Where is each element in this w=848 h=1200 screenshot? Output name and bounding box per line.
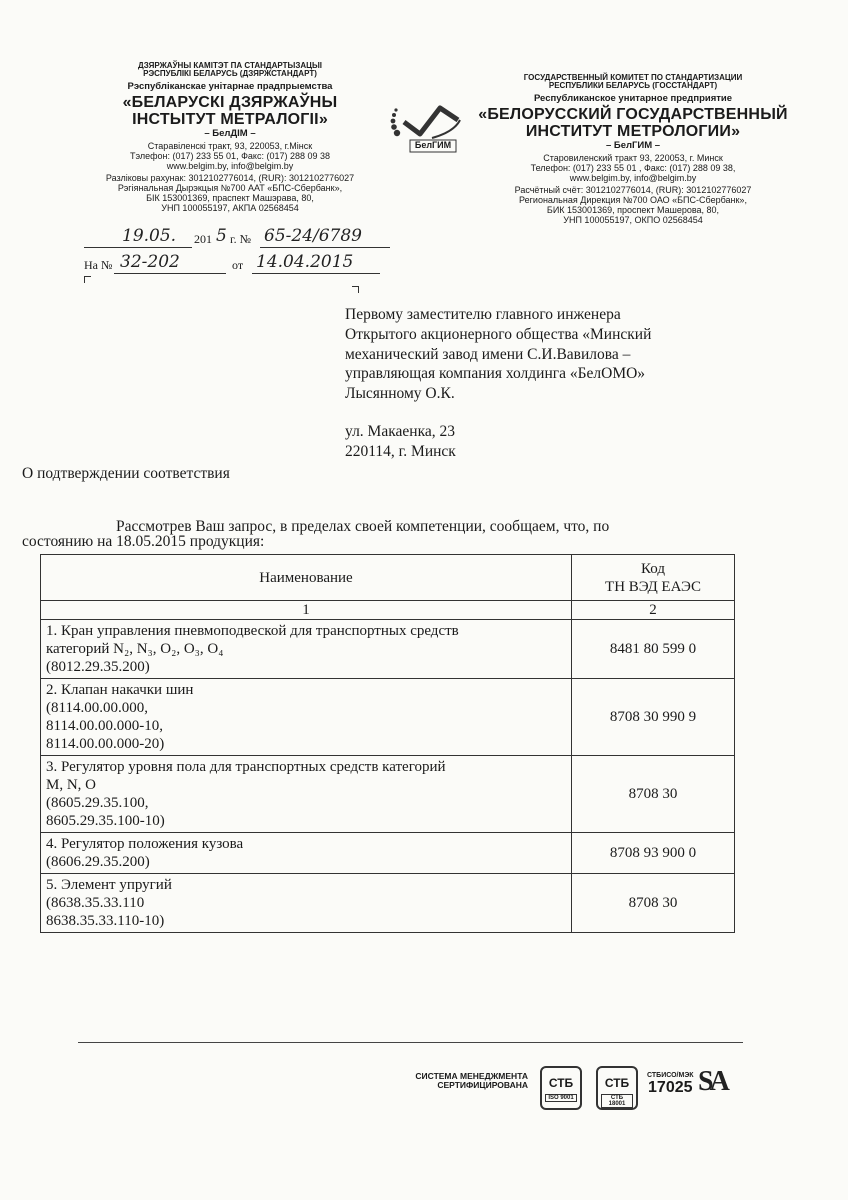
footer-divider [78, 1042, 743, 1043]
badge-caption: ISO 9001 [545, 1094, 577, 1102]
registration-line [84, 228, 394, 250]
product-line: 8638.35.33.110-10) [46, 913, 165, 929]
stb-mark-icon: СТБ [548, 1076, 574, 1090]
outgoing-number: 65-24/6789 [264, 226, 362, 246]
header-code-line1: Код [641, 560, 665, 577]
right-header-line1: ГОСУДАРСТВЕННЫЙ КОМИТЕТ ПО СТАНДАРТИЗАЦИИ [523, 73, 743, 82]
recipient-city: 220114, г. Минск [345, 442, 456, 460]
left-org-abbr: – БелДІМ – [204, 128, 256, 140]
outgoing-date: 19.05. [122, 226, 177, 246]
product-code: 8708 30 [572, 756, 735, 833]
ref-number-label: На № [84, 258, 113, 272]
cert-line-1: СИСТЕМА МЕНЕДЖМЕНТА [415, 1071, 528, 1081]
right-org-name-2: ИНСТИТУТ МЕТРОЛОГИИ» [525, 122, 741, 140]
right-bank-1: Расчётный счёт: 3012102776014, (RUR): 3012102776027 [514, 185, 752, 196]
product-line: 4. Регулятор положения кузова [46, 836, 244, 852]
ref-date-label: от [232, 258, 244, 272]
product-line: 2. Клапан накачки шин [46, 682, 194, 698]
badge-caption: СТБ 18001 [601, 1094, 633, 1108]
left-bank-2: Рэгіянальная Дырэкцыя №700 ААТ «БПС-Сбербанк», [117, 183, 343, 194]
right-address: Старовиленский тракт 93, 220053, г. Минск [543, 153, 723, 164]
table-row [41, 620, 735, 679]
product-table [40, 554, 735, 933]
product-line: (8605.29.35.100, [46, 795, 149, 811]
right-header-line3: Республиканское унитарное предприятие [533, 92, 733, 104]
product-line: 3. Регулятор уровня пола для транспортных средств категорий [46, 759, 446, 775]
header-code [572, 555, 735, 601]
cert-line-2: СЕРТИФИЦИРОВАНА [437, 1080, 528, 1091]
product-name [41, 756, 572, 833]
recipient-block [345, 305, 765, 462]
year-suffix: 5 [216, 226, 227, 246]
left-header-line3: Рэспубліканскае унітарнае прадпрыемства [127, 80, 333, 92]
table-row [41, 679, 735, 756]
right-phone: Телефон: (017) 233 55 01 , Факс: (017) 288 09 38, [530, 163, 736, 174]
logo-text: БелГИМ [414, 140, 452, 150]
table-row [41, 874, 735, 933]
table-row [41, 833, 735, 874]
sa-logo-icon [698, 1066, 738, 1110]
product-line: (8114.00.00.000, [46, 700, 148, 716]
product-line: 8605.29.35.100-10) [46, 813, 165, 829]
product-code: 8708 30 [572, 874, 735, 933]
sa-mark: SA [698, 1066, 726, 1097]
left-org-name-2: ІНСТЫТУТ МЕТРАЛОГІІ» [132, 110, 328, 128]
product-name [41, 620, 572, 679]
left-address: Старавіленскі тракт, 93, 220053, г.Мінск [147, 141, 313, 152]
left-bank-1: Разліковы рахунак: 3012102776014, (RUR): 3012102776027 [105, 173, 355, 184]
product-line: категорий N₂, N₃, O₂, O₃, O₄ [46, 641, 224, 657]
belgim-logo [384, 100, 474, 156]
product-code: 8481 80 599 0 [572, 620, 735, 679]
table-number-row [41, 601, 735, 620]
recipient-line-1: Первому заместителю главного инженера [345, 306, 621, 323]
stb-18001-badge [596, 1066, 638, 1110]
letter-subject: О подтверждении соответствия [22, 465, 230, 482]
product-line: M, N, O [46, 777, 97, 793]
number-label: г. № [230, 232, 252, 246]
corner-mark-left [84, 276, 91, 283]
recipient-street: ул. Макаенка, 23 [345, 423, 455, 441]
iso-9001-badge [540, 1066, 582, 1110]
header-code-line2: ТН ВЭД ЕАЭС [605, 578, 701, 595]
ref-date: 14.04.2015 [256, 252, 354, 272]
product-code: 8708 93 900 0 [572, 833, 735, 874]
recipient-line-3: механический завод имени С.И.Вавилова – [345, 345, 631, 363]
product-line: 1. Кран управления пневмоподвеской для транспортных средств [46, 623, 459, 639]
product-name [41, 679, 572, 756]
corner-mark-right [352, 286, 359, 293]
table-header-row [41, 555, 735, 601]
product-line: 5. Элемент упругий [46, 877, 172, 893]
left-bank-3: БІК 153001369, праспект Машэрава, 80, [146, 192, 314, 203]
right-bank-3: БИК 153001369, проспект Машерова, 80, [546, 204, 720, 215]
table-row [41, 756, 735, 833]
body-line-1: Рассмотрев Ваш запрос, в пределах своей компетенции, сообщаем, что, по [116, 518, 610, 535]
product-line: 8114.00.00.000-20) [46, 736, 165, 752]
left-web: www.belgim.by, info@belgim.by [166, 160, 294, 171]
accreditation-mark [647, 1072, 694, 1097]
right-org-abbr: – БелГИМ – [605, 140, 661, 152]
stb-mark-icon: СТБ [604, 1076, 630, 1090]
year-prefix: 201 [194, 232, 212, 246]
right-letterhead [478, 74, 788, 225]
accreditation-number: 17025 [648, 1079, 693, 1096]
header-name: Наименование [41, 555, 572, 601]
product-line: 8114.00.00.000-10, [46, 718, 163, 734]
left-header-line2: РЭСПУБЛІКІ БЕЛАРУСЬ (ДЗЯРЖСТАНДАРТ) [143, 69, 317, 79]
left-phone: Тэлефон: (017) 233 55 01, Факс: (017) 288 09 38 [129, 151, 331, 162]
body-line-2: состоянию на 18.05.2015 продукция: [22, 533, 265, 550]
certification-note [398, 1072, 528, 1091]
recipient-line-2: Открытого акционерного общества «Минский [345, 325, 652, 343]
right-bank-2: Региональная Дирекция №700 ОАО «БПС-Сбербанк», [519, 195, 747, 206]
left-bank-4: УНП 100055197, АКПА 02568454 [161, 202, 299, 213]
recipient-line-4: управляющая компания холдинга «БелОМО» [345, 365, 646, 383]
left-org-name-1: «БЕЛАРУСКІ ДЗЯРЖАЎНЫ [122, 93, 338, 111]
right-header-line2: РЕСПУБЛИКИ БЕЛАРУСЬ (ГОССТАНДАРТ) [548, 81, 718, 91]
right-bank-4: УНП 100055197, ОКПО 02568454 [563, 214, 703, 225]
left-letterhead [80, 62, 380, 213]
product-code: 8708 30 990 9 [572, 679, 735, 756]
column-number-2: 2 [572, 601, 735, 620]
column-number-1: 1 [41, 601, 572, 620]
product-line: (8606.29.35.200) [46, 854, 150, 870]
product-name [41, 833, 572, 874]
right-web: www.belgim.by, info@belgim.by [569, 172, 697, 183]
left-header-line1: ДЗЯРЖАЎНЫ КАМІТЭТ ПА СТАНДАРТЫЗАЦЫІ [137, 61, 323, 70]
product-name [41, 874, 572, 933]
product-line: (8012.29.35.200) [46, 659, 150, 675]
reference-line [84, 254, 384, 276]
ref-number: 32-202 [120, 252, 180, 272]
recipient-line-5: Лысянному О.К. [345, 385, 455, 403]
right-org-name-1: «БЕЛОРУССКИЙ ГОСУДАРСТВЕННЫЙ [478, 105, 788, 123]
product-line: (8638.35.33.110 [46, 895, 145, 911]
accreditation-label: СТБИСО/МЭК [647, 1072, 694, 1079]
